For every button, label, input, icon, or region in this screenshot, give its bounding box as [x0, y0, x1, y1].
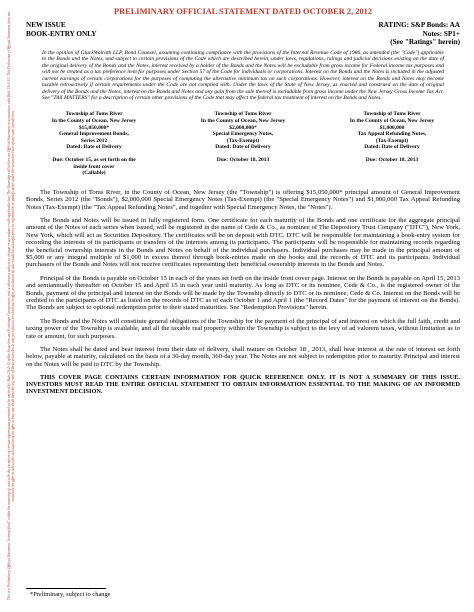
issue-due: Due: October 18, 2013 [365, 156, 419, 163]
issue-series: (Tax-Exempt) [375, 137, 409, 144]
issue-tax-appeal-notes [324, 111, 460, 176]
book-entry-paragraph: The Bonds and Notes will be issued in fully registered form. One certificate for each maturity of the Bonds and one certificate for the aggregate principal amount of the Notes of each series when issued, will be registered in the name of Cede & Co., as nominee of The Depository Trust Company ("DTC"), New York, New York, which will act as Securities Depository. The certificates will be on deposit with DTC. DTC will be responsible for maintaining a book-entry system for recording the interests of its participants or transfers of the interests among its participants. The participants will be responsible for maintaining records regarding the beneficial ownership interests in the Bonds and Notes on behalf of the individual purchasers. Individual purchases may be made in the principal amount of $5,000 or any integral multiple of $1,000 in excess thereof through book-entries made on the books and the records of DTC and its participants. Individual purchasers of the Bonds and Notes will not receive certificates representing their beneficial ownership interests in the Bonds and Notes. [26, 216, 460, 269]
issue-series: Series 2012 [80, 137, 108, 144]
issuer-name: Township of Toms River [65, 111, 123, 118]
issue-due: Due: October 18, 2013 [216, 156, 270, 163]
issue-summary-columns [26, 111, 460, 176]
notes-terms-paragraph: The Notes shall be dated and bear interest from their date of delivery, shall mature on October 18 , 2013, shall bear interest at the rate of interest set forth below, payable at maturity, calculated on the basis of a 30-day month, 360-day year. The Notes are not subject to redemption prior to maturity. Principal and interest on the Notes will be paid to DTC by the Township. [26, 346, 460, 368]
rating-bonds: RATING: S&P Bonds: AA [378, 21, 460, 29]
bond-counsel-opinion: In the opinion of GluckWalrath LLP, Bond Counsel, assuming continuing compliance with the provisions of the Internal Revenue Code of 1986, as amended (the "Code") applicable to the Bonds and the Notes, and subject to certain provisions of the Code which are described herein, under laws, regulations, rulings and judicial decisions existing on the date of the original delivery of the Bonds and the Notes, interest received by a holder of the Bonds and the Notes will be excludable from gross income for Federal income tax purposes and will not be treated as a tax preference item for purposes under Section 57 of the Code for individuals or corporations. Interest on the Bonds and the Notes is included in the adjusted current earnings of certain corporations for the purposes of computing the alternative minimum tax on such corporations. However, interest on the Bonds and Notes may become taxable retroactively if certain requirements under the Code are not complied with. Under the laws of the State of New Jersey, as enacted and construed on the date of original delivery of the Bonds and the Notes, interest on the Bonds and Notes and any gain from the sale thereof is excludable from gross income under the New Jersey Gross Income Tax Act. See "TAX MATTERS" for a description of certain other provisions of the Code that may affect the federal tax treatment of interest on the Bonds and Notes. [42, 49, 444, 101]
issue-dated: Dated: Date of Delivery [215, 144, 271, 151]
issue-dated: Dated: Date of Delivery [66, 144, 122, 151]
issue-amount: $2,000,000* [229, 124, 257, 131]
sidebar-legend [0, 0, 22, 612]
issuer-county: In the County of Ocean, New Jersey [349, 118, 435, 124]
issue-callable: (Callable) [82, 170, 106, 177]
security-paragraph: The Bonds and the Notes will constitute general obligations of the Township for the payment of the principal of and interest on which the full faith, credit and taxing power of the Township is available, and all the taxable real property within the Township is subject to the levy of ad valorem taxes, without limitation as to rate or amount, for such purposes. [26, 317, 460, 340]
issue-bonds [26, 111, 162, 176]
cover-page-disclaimer: THIS COVER PAGE CONTAINS CERTAIN INFORMATION FOR QUICK REFERENCE ONLY. IT IS NOT A SUMMARY OF THIS ISSUE. INVESTORS MUST READ THE ENTIRE OFFICIAL STATEMENT TO OBTAIN INFORMATION ESSENTIAL TO THE MAKING OF AN INFORMED INVESTMENT DECISION. [26, 374, 460, 396]
document-title: PRELIMINARY OFFICIAL STATEMENT DATED OCTOBER 2, 2012 [113, 7, 373, 16]
issue-name: Tax Appeal Refunding Notes, [357, 131, 427, 138]
footnote-divider [26, 588, 106, 589]
issue-series: (Tax-Exempt) [226, 137, 260, 144]
issue-name: General Improvement Bonds, [59, 131, 129, 138]
issue-type [26, 21, 97, 47]
issue-special-emergency-notes [175, 111, 311, 176]
footnote: *Preliminary, subject to change [30, 591, 111, 598]
issue-due-detail: inside front cover [73, 163, 115, 170]
issue-amount: $1,000,000 [379, 124, 405, 131]
issuer-county: In the County of Ocean, New Jersey [51, 118, 137, 124]
issuer-name: Township of Toms River [214, 111, 272, 118]
rating-block [378, 21, 460, 47]
issuer-name: Township of Toms River [363, 111, 421, 118]
offering-paragraph: The Township of Toms River, in the County of Ocean, New Jersey (the "Township") is offering $15,050,000* principal amount of General Improvement Bonds, Series 2012 (the "Bonds"), $2,000,000 Special Emergency Notes (Tax-Exempt) (the "Special Emergency Notes") and $1,000,000 Tax Appeal Refunding Notes (Tax-Exempt) (the "Tax Appeal Refunding Notes", and together with Special Emergency Notes, the "Notes"). [26, 188, 460, 211]
new-issue-label: NEW ISSUE [26, 21, 66, 29]
rating-reference: (See "Ratings" herein) [390, 38, 460, 47]
issue-due: Due: October 15, as set forth on the [52, 156, 136, 163]
payment-paragraph: Principal of the Bonds is payable on October 15 in each of the years set forth on the inside front cover page. Interest on the Bonds is payable on April 15, 2013 and semiannually thereafter on October 15 and April 15 in each year until maturity. As long as DTC or its nominee, Cede & Co., is the registered owner of the Bonds, payment of the principal and interest on the Bonds will be made by the Township directly to DTC or its nominee, Cede & Co. Interest on the Bonds will be credited to the participants of DTC as listed on the records of DTC as of each October 1 and April 1 (the "Record Dates" for the payment of interest on the Bonds). The Bonds are subject to optional redemption prior to their stated maturities. See "Redemption Provisions" herein. [26, 274, 460, 312]
issuer-county: In the County of Ocean, New Jersey [200, 118, 286, 124]
issue-dated: Dated: Date of Delivery [364, 144, 420, 151]
document-page [26, 0, 460, 395]
issue-header [26, 21, 460, 47]
issue-amount: $15,050,000* [78, 124, 110, 131]
rating-notes: Notes: SP1+ [422, 29, 460, 38]
book-entry-label: BOOK-ENTRY ONLY [26, 29, 97, 38]
issue-name: Special Emergency Notes, [212, 131, 274, 138]
sidebar-notice: This is a Preliminary Official Statement "deemed final" within the meaning of, and with the exception of certain information permitted to be omitted by, Rule 15c2-12 of the Securities and Exchange Commission, and is otherwise subject to change in accordance with applicable law. The Township will deliver an Official Statement in accordance with Rule 15c2-12. This Preliminary Official Statement does not constitute an offer to sell or the solicitation of an offer to buy, nor shall there be any sale of these securities in any jurisdiction in which such offer, solicitation or sale would be unlawful prior to registration or qualification under the securities laws of any such jurisdiction. [6, 11, 15, 601]
